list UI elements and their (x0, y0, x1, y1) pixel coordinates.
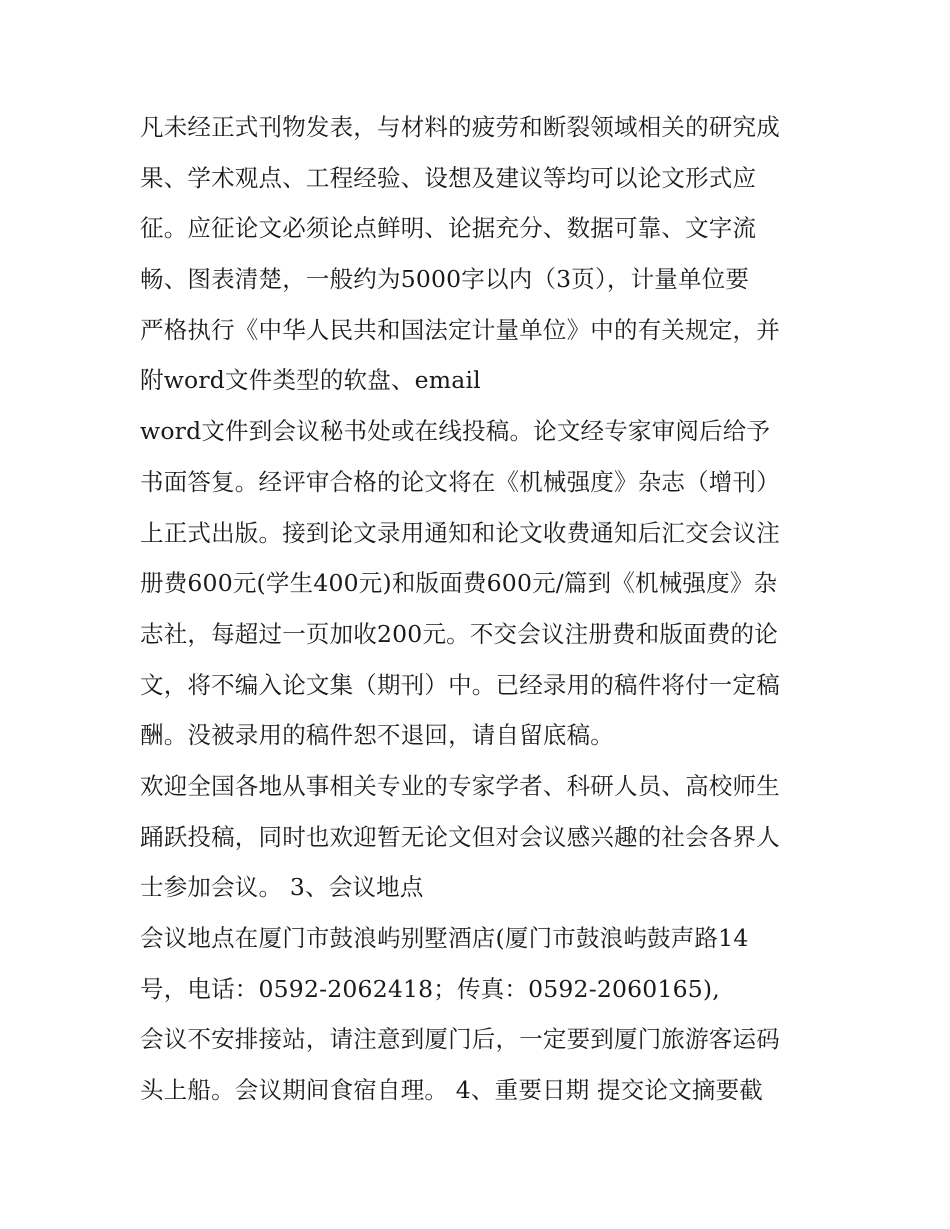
text-line: 严格执行《中华人民共和国法定计量单位》中的有关规定，并 (140, 315, 780, 344)
text-line: 会议地点在厦门市鼓浪屿别墅酒店(厦门市鼓浪屿鼓声路14 (140, 924, 749, 952)
text-line: 果、学术观点、工程经验、设想及建议等均可以论文形式应 (140, 163, 757, 192)
text-line: 册费600元(学生400元)和版面费600元/篇到《机械强度》杂 (140, 569, 778, 598)
text-line: 附word文件类型的软盘、email (140, 366, 481, 395)
text-line: 酬。没被录用的稿件恕不退回，请自留底稿。 (140, 721, 614, 750)
text-line: 会议不安排接站，请注意到厦门后，一定要到厦门旅游客运码 (140, 1025, 780, 1054)
text-line: 凡未经正式刊物发表，与材料的疲劳和断裂领域相关的研究成 (140, 113, 780, 141)
text-line: 畅、图表清楚，一般约为5000字以内（3页），计量单位要 (140, 265, 750, 294)
body-text (140, 102, 820, 1116)
text-line: 欢迎全国各地从事相关专业的专家学者、科研人员、高校师生 (140, 771, 780, 800)
text-line: 书面答复。经评审合格的论文将在《机械强度》杂志（增刊） (140, 467, 780, 496)
text-line: 志社，每超过一页加收200元。不交会议注册费和版面费的论 (140, 619, 778, 648)
text-line: 士参加会议。 3、会议地点 (140, 873, 424, 902)
text-line: 上正式出版。接到论文录用通知和论文收费通知后汇交会议注 (140, 518, 780, 547)
text-line: 踊跃投稿，同时也欢迎暂无论文但对会议感兴趣的社会各界人 (140, 822, 780, 851)
text-line: 征。应征论文必须论点鲜明、论据充分、数据可靠、文字流 (140, 214, 757, 243)
text-line: 文，将不编入论文集（期刊）中。已经录用的稿件将付一定稿 (140, 670, 780, 699)
text-line: 头上船。会议期间食宿自理。 4、重要日期 提交论文摘要截 (140, 1076, 763, 1105)
text-line: word文件到会议秘书处或在线投稿。论文经专家审阅后给予 (140, 417, 771, 446)
text-line: 号，电话：0592-2062418；传真：0592-2060165), (140, 974, 720, 1003)
